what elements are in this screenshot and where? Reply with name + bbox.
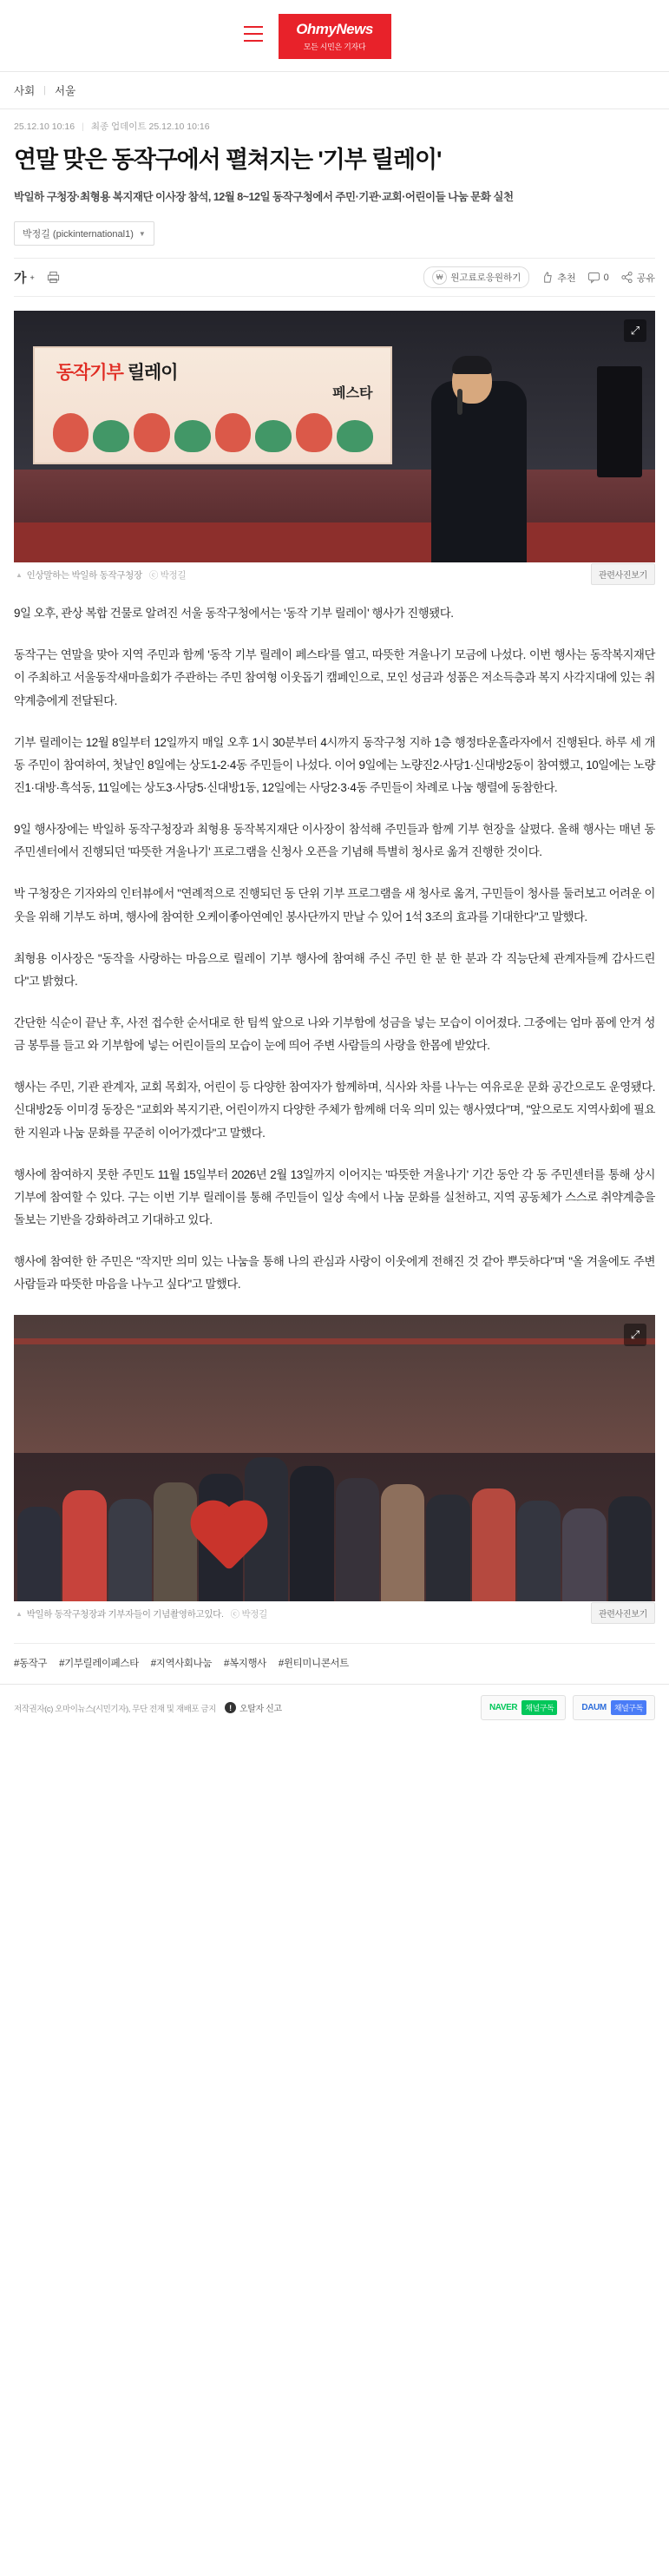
photo-2-beam [14,1338,655,1344]
photo-1-banner-graphics [53,413,373,452]
related-photos-button-1[interactable]: 관련사진보기 [591,563,655,585]
daum-subscribe-button[interactable] [573,1695,655,1720]
daum-label: DAUM [581,1703,607,1713]
print-button[interactable] [47,271,60,284]
tag-item[interactable]: #동작구 [14,1659,48,1670]
photo-1-banner-title: 동작기부 릴레이 [56,362,178,383]
tag-item[interactable]: #기부릴레이페스타 [59,1659,139,1670]
daum-badge: 채널구독 [611,1700,646,1715]
expand-icon[interactable]: ⤢ [624,319,646,342]
report-icon: ! [225,1702,236,1713]
paragraph: 동작구는 연말을 맞아 지역 주민과 함께 '동작 기부 릴레이 페스타'를 열고, 따뜻한 겨울나기 모금에 나섰다. 이번 행사는 동작복지재단이 주최하고 서울동작새마을회가 주관하는 주민 참여형 이웃돕기 캠페인으로, 모인 성금과 성품은 저소득층과 복지 사각지대에 있는 취약계층에게 전달된다. [14,648,656,707]
naver-badge: 채널구독 [521,1700,557,1715]
byline-author: 박정길 (pickinternational1) [23,229,134,240]
recommend-label: 추천 [557,273,576,284]
photo-1-banner-sub: 페스타 [332,386,373,402]
channel-subscribe-group [481,1695,655,1720]
article-subhead: 박일하 구청장·최형용 복지재단 이사장 참석, 12월 8~12일 동작구청에서 주민·기관·교회·어린이들 나눔 문화 실천 [14,190,514,203]
share-button[interactable] [620,271,655,285]
photo-1-caption-text: 인상말하는 박일하 동작구청장 [26,570,142,582]
caption-marker-icon: ▲ [16,1610,23,1619]
page-title: 연말 맞은 동작구에서 펼쳐지는 '기부 릴레이' [14,147,442,173]
paragraph: 행사에 참여한 한 주민은 "작지만 의미 있는 나눔을 통해 나의 관심과 사랑이 이웃에게 전해진 것 같아 뿌듯하다"며 "올 겨울에도 주변 사람들과 따뜻한 마음을 나누고 싶다"고 말했다. [14,1255,655,1291]
byline[interactable] [14,221,154,246]
photo-2-caption [14,1601,655,1620]
logo-subtitle: 모든 시민은 기자다 [303,42,366,51]
paragraph: 기부 릴레이는 12월 8일부터 12일까지 매일 오후 1시 30분부터 4시까지 동작구청 지하 1층 행정타운홀라자에서 진행된다. 하루 세 개 동 주민이 참여하여, 첫날인 8일에는 상도1-2·4동 주민들이 나섰다. 이어 9일에는 노량진2·사당1·신대방2동이 참여했고, 10일에는 노량진1·대방·흑석동, 11일에는 상도3·사당5·신대방1동, 12일에는 사당2·3·4동 주민들이 차례로 나눔 행렬에 동참한다. [14,735,655,794]
font-size-label: 가 [14,271,27,286]
article [0,109,669,1684]
tag-item[interactable]: #윈티미니콘서트 [278,1659,349,1670]
breadcrumb [0,72,669,109]
article-photo-1 [14,311,655,582]
tag-item[interactable]: #복지행사 [224,1659,266,1670]
site-logo[interactable] [279,14,391,59]
typo-report-label: 오탈자 신고 [239,1705,282,1715]
breadcrumb-separator: | [43,85,47,95]
photo-2-group [14,1396,655,1602]
photo-1-banner [33,346,392,464]
timestamp-separator: | [82,121,84,132]
hamburger-icon[interactable] [244,26,263,42]
paragraph: 행사는 주민, 기관 관계자, 교회 목회자, 어린이 등 다양한 참여자가 함께하며, 식사와 차를 나누는 여유로운 문화 공간으로도 운영됐다. 신대방2동 이미경 동장은 "교회와 복지기관, 어린이까지 다양한 주체가 함께해 더욱 의미 있는 행사였다"며, "앞으로도 지역사회에 필요한 지원과 나눔 문화를 꾸준히 이어가겠다"고 말했다. [14,1081,655,1140]
site-header [0,0,669,72]
related-photos-button-2[interactable]: 관련사진보기 [591,1602,655,1624]
article-photo-2 [14,1315,655,1620]
font-size-plus: + [30,273,35,282]
paragraph: 간단한 식순이 끝난 후, 사전 접수한 순서대로 한 팀씩 앞으로 나와 기부함에 성금을 넣는 모습이 이어졌다. 그중에는 엄마 품에 안겨 성금 봉투를 들고 와 기부함에 넣는 어린이들의 모습이 눈에 띄어 주변 사람들의 사랑을 한몸에 받았다. [14,1015,655,1053]
naver-label: NAVER [489,1703,518,1713]
breadcrumb-item-seoul[interactable]: 서울 [55,85,76,97]
paragraph: 박 구청장은 기자와의 인터뷰에서 "연례적으로 진행되던 동 단위 기부 프로그램을 새 청사로 옮겨, 구민들이 청사를 둘러보고 어려운 이웃을 위해 기부도 하며, 행사에 참여한 오케이좋아연예인 봉사단까지 만날 수 있어 1석 3조의 효과를 기대한다"고 말했다. [14,887,655,923]
photo-1-speaker-person [431,381,527,562]
typo-report-button[interactable] [225,1701,282,1714]
article-timestamps [14,109,655,141]
won-icon: ₩ [432,270,447,285]
photo-2-credit: ⓒ 박정길 [230,1609,267,1620]
article-body-top [14,602,655,1296]
article-toolbar [14,258,655,297]
caption-marker-icon: ▲ [16,571,23,580]
copyright-text: 저작권자(c) 오마이뉴스(시민기자), 무단 전재 및 재배포 금지 [14,1704,216,1714]
naver-subscribe-button[interactable] [481,1695,566,1720]
breadcrumb-item-society[interactable]: 사회 [14,85,36,97]
published-time: 25.12.10 10:16 [14,121,75,132]
support-label: 원고료로응원하기 [450,273,521,284]
support-button[interactable] [423,266,529,288]
photo-1-person-hair [452,356,492,374]
tag-item[interactable]: #지역사회나눔 [150,1659,213,1670]
photo-2-image[interactable] [14,1315,655,1601]
paragraph: 9일 오후, 관상 복합 건물로 알려진 서울 동작구청에서는 '동작 기부 릴레이' 행사가 진행됐다. [14,607,454,621]
chevron-down-icon: ▼ [138,229,146,238]
comment-button[interactable] [587,271,609,284]
paragraph: 9일 행사장에는 박일하 동작구청장과 최형용 동작복지재단 이사장이 참석해 주민들과 함께 기부 현장을 살폈다. 올해 행사는 매년 동 주민센터에서 진행되던 '따뜻한 겨울나기' 프로그램을 신청사 오픈을 기념해 특별히 청사로 옮겨 진행한 것이다. [14,823,655,859]
photo-1-speaker [597,366,642,477]
paragraph: 최형용 이사장은 "동작을 사랑하는 마음으로 릴레이 기부 행사에 참여해 주신 주민 한 분 한 분과 각 직능단체 관계자들께 감사드린다"고 밝혔다. [14,951,655,988]
logo-text: OhmyNews [296,20,373,37]
font-size-button[interactable] [14,268,35,286]
share-icon [620,271,633,284]
photo-1-image[interactable] [14,311,655,562]
photo-1-carpet [14,522,655,562]
photo-1-microphone [457,389,462,415]
paragraph: 행사에 참여하지 못한 주민도 11월 15일부터 2026년 2월 13일까지 이어지는 '따뜻한 겨울나기' 기간 동안 각 동 주민센터를 통해 상시 기부에 참여할 수 있다. 구는 이번 기부 릴레이를 통해 주민들이 일상 속에서 나눔 문화를 실천하고, 지역 공동체가 스스로 취약계층을 돌보는 기반을 강화하려고 기대하고 있다. [14,1167,655,1226]
print-icon [47,271,60,284]
thumbs-up-icon [541,271,554,284]
recommend-button[interactable] [541,271,575,285]
share-label: 공유 [636,273,655,284]
comment-icon [587,271,600,284]
comment-count: 0 [603,272,609,283]
expand-icon[interactable]: ⤢ [624,1324,646,1346]
tag-list [14,1643,655,1684]
photo-1-credit: ⓒ 박정길 [148,570,187,582]
photo-2-caption-text: 박일하 동작구청장과 기부자들이 기념촬영하고있다. [26,1609,224,1620]
site-footer [0,1684,669,1739]
photo-1-caption [14,562,655,582]
updated-time: 최종 업데이트 25.12.10 10:16 [90,122,210,132]
